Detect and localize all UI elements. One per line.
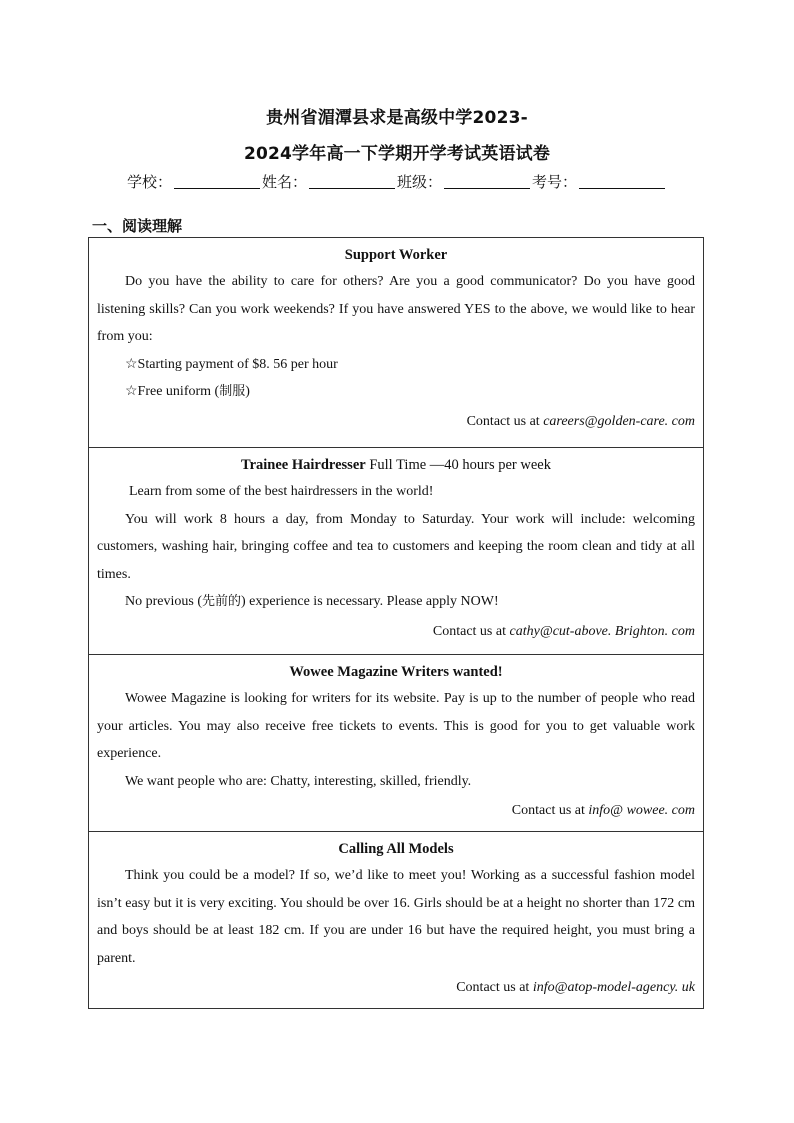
contact-email: info@ wowee. com: [588, 803, 695, 819]
para-cjk-gloss: 先前的: [202, 594, 242, 610]
ad-wowee-magazine: [89, 655, 703, 832]
class-blank: [444, 174, 530, 189]
class-label: 班级：: [397, 173, 443, 191]
exam-number-field: [532, 171, 667, 192]
ad-title: [97, 454, 695, 476]
contact-prefix: Contact us at: [511, 803, 589, 819]
ad-paragraph: Learn from some of the best hairdressers in the world!: [129, 484, 434, 499]
ad-title-sub: Full Time —40 hours per week: [365, 457, 551, 473]
contact-email: cathy@cut-above. Brighton. com: [509, 623, 695, 639]
ad-trainee-hairdresser: [89, 448, 703, 655]
ad-bullet: ☆Starting payment of $8. 56 per hour: [125, 356, 338, 372]
bullet-cjk-gloss: 制服: [219, 384, 246, 400]
ad-bullet: [97, 378, 695, 406]
school-label: 学校：: [126, 173, 172, 191]
bullet-text-end: ): [245, 384, 250, 400]
ad-contact: [97, 795, 695, 825]
ad-contact: [97, 972, 695, 1002]
ad-contact: [97, 616, 695, 646]
section-heading: 一、阅读理解: [92, 217, 183, 235]
ad-paragraph: We want people who are: Chatty, interesting, skilled, friendly.: [125, 773, 472, 789]
ads-table: [88, 237, 704, 1009]
exam-title-line1: 贵州省湄潭县求是高级中学2023-: [266, 108, 528, 128]
contact-prefix: Contact us at: [466, 413, 544, 429]
exam-title-line2: 2024学年高一下学期开学考试英语试卷: [243, 144, 551, 164]
ad-title: Wowee Magazine Writers wanted!: [289, 664, 503, 680]
exam-number-label: 考号：: [532, 173, 578, 191]
name-field: [262, 171, 397, 192]
ad-paragraph: Do you have the ability to care for others? Are you a good communicator? Do you have good listening skills? Can you work weekends? If you have answered YES to the above, we would like to hear from you:: [97, 274, 695, 345]
contact-email: careers@golden-care. com: [543, 413, 695, 429]
ad-title-main: Trainee Hairdresser: [241, 457, 366, 473]
bullet-text: ☆Free uniform (: [125, 384, 220, 400]
ad-title: Calling All Models: [338, 841, 454, 857]
school-field: [127, 171, 262, 192]
contact-prefix: Contact us at: [432, 623, 510, 639]
ad-calling-models: [89, 832, 703, 1008]
ad-contact: [97, 406, 695, 436]
exam-number-blank: [579, 174, 665, 189]
ad-paragraph: [97, 588, 695, 616]
student-info-line: [0, 171, 794, 192]
contact-email: info@atop-model-agency. uk: [532, 980, 695, 996]
para-text: No previous (: [125, 594, 202, 610]
ad-paragraph: Wowee Magazine is looking for writers for its website. Pay is up to the number of people who read your articles. You may also receive free tickets to events. This is good for you to get valuable work experience.: [97, 691, 695, 762]
name-label: 姓名：: [261, 173, 307, 191]
school-blank: [174, 174, 260, 189]
class-field: [397, 171, 532, 192]
ad-paragraph: Think you could be a model? If so, we’d like to meet you! Working as a successful fashion model isn’t easy but it is very exciting. You should be over 16. Girls should be at a height no shorter than 172 cm and boys should be at least 182 cm. If you are under 16 but have the required height, you must bring a parent.: [97, 868, 695, 966]
ad-paragraph: You will work 8 hours a day, from Monday to Saturday. Your work will include: welcoming customers, washing hair, bringing coffee and tea to customers and keeping the room clean and tidy at all times.: [97, 511, 695, 582]
name-blank: [309, 174, 395, 189]
ad-title: Support Worker: [344, 247, 448, 263]
contact-prefix: Contact us at: [456, 980, 533, 996]
para-text-end: ) experience is necessary. Please apply NOW!: [241, 594, 499, 610]
ad-support-worker: [89, 238, 703, 448]
